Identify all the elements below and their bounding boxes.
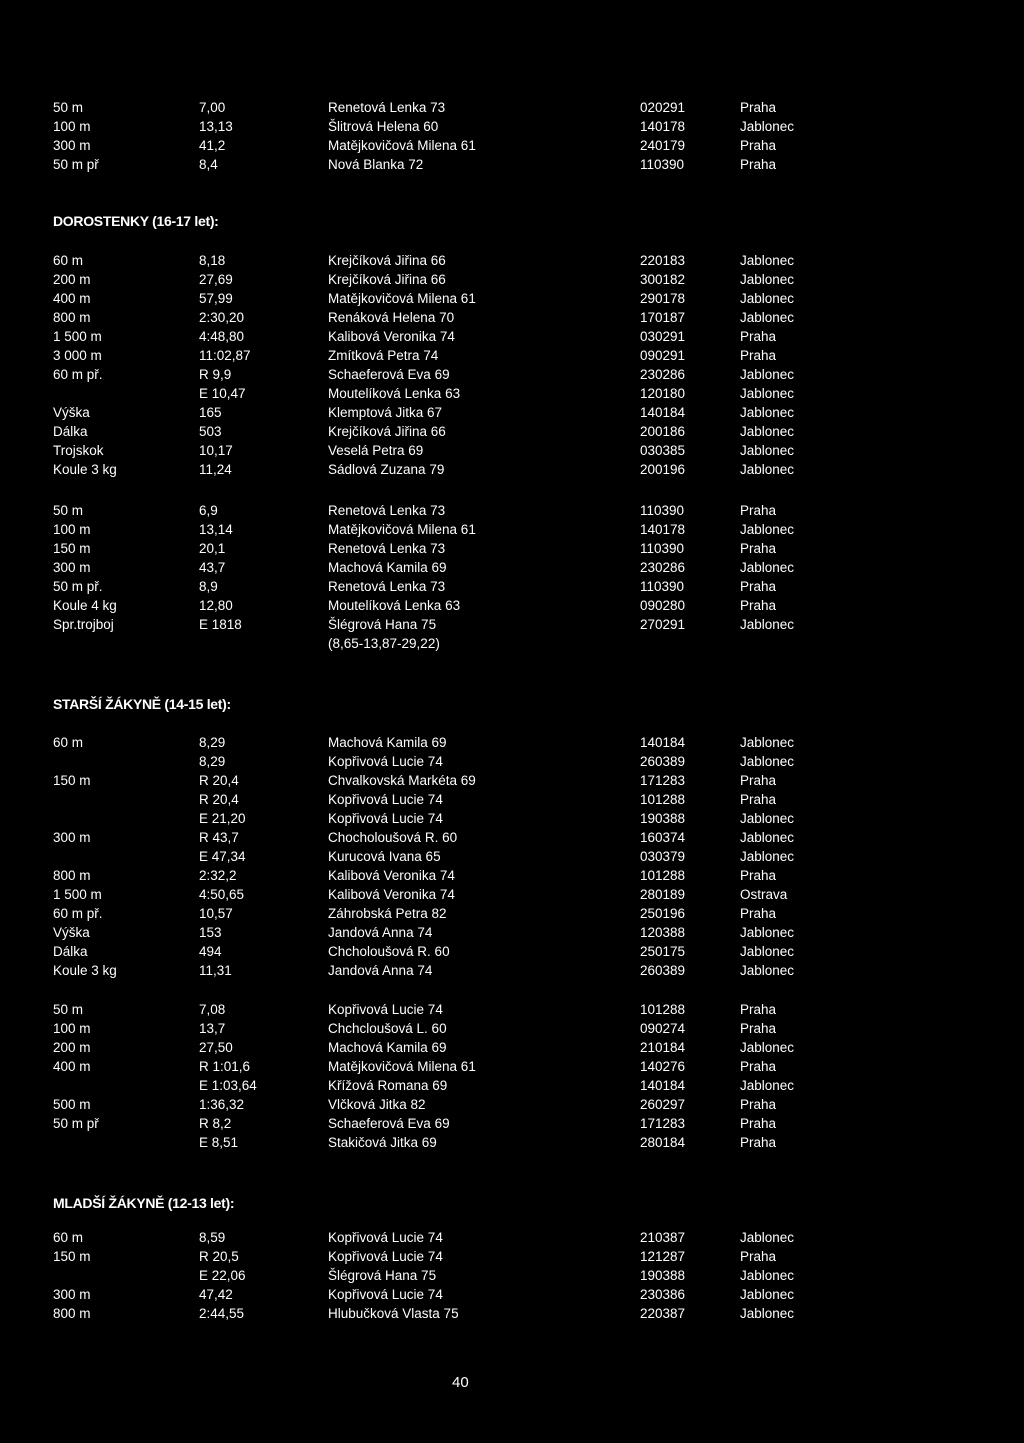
city-cell: Praha xyxy=(740,348,777,363)
date-cell: 140184 xyxy=(640,405,686,420)
table-row xyxy=(53,270,793,289)
result-cell: 8,29 xyxy=(199,754,226,769)
city-cell: Praha xyxy=(740,157,777,172)
discipline-cell: 50 m xyxy=(53,503,84,518)
result-cell: 153 xyxy=(199,925,222,940)
result-cell: R 20,4 xyxy=(199,792,239,807)
result-cell: 7,08 xyxy=(199,1002,226,1017)
discipline-cell: 300 m xyxy=(53,1287,91,1302)
date-cell: 090274 xyxy=(640,1021,686,1036)
discipline-cell: 50 m př. xyxy=(53,579,103,594)
table-row xyxy=(53,251,793,270)
athlete-cell: Zmítková Petra 74 xyxy=(328,348,439,363)
discipline-cell: 200 m xyxy=(53,272,91,287)
result-cell: 11:02,87 xyxy=(199,348,251,363)
city-cell: Jablonec xyxy=(740,617,795,632)
table-row xyxy=(53,771,793,790)
table-row xyxy=(53,615,793,634)
city-cell: Jablonec xyxy=(740,291,795,306)
date-cell: 260297 xyxy=(640,1097,686,1112)
city-cell: Jablonec xyxy=(740,253,795,268)
result-cell: R 43,7 xyxy=(199,830,239,845)
athlete-cell: Kopřivová Lucie 74 xyxy=(328,1287,443,1302)
date-cell: 101288 xyxy=(640,792,686,807)
city-cell: Praha xyxy=(740,1059,777,1074)
athlete-cell: Chvalkovská Markéta 69 xyxy=(328,773,476,788)
city-cell: Praha xyxy=(740,1116,777,1131)
city-cell: Jablonec xyxy=(740,811,795,826)
discipline-cell: 50 m xyxy=(53,1002,84,1017)
result-cell: 1:36,32 xyxy=(199,1097,245,1112)
date-cell: 090280 xyxy=(640,598,686,613)
table-row xyxy=(53,346,793,365)
date-cell: 030385 xyxy=(640,443,686,458)
discipline-cell: Výška xyxy=(53,925,90,940)
table-row xyxy=(53,923,793,942)
result-cell: 165 xyxy=(199,405,222,420)
athlete-cell: Krejčíková Jiřina 66 xyxy=(328,424,446,439)
athlete-cell: Matějkovičová Milena 61 xyxy=(328,1059,476,1074)
table-row xyxy=(53,904,793,923)
table-row xyxy=(53,1285,793,1304)
result-cell: 13,7 xyxy=(199,1021,226,1036)
date-cell: 260389 xyxy=(640,963,686,978)
date-cell: 171283 xyxy=(640,1116,686,1131)
records-block xyxy=(53,98,793,174)
result-cell: 41,2 xyxy=(199,138,226,153)
result-cell: 8,4 xyxy=(199,157,218,172)
discipline-cell: 300 m xyxy=(53,560,91,575)
city-cell: Jablonec xyxy=(740,1287,795,1302)
date-cell: 210387 xyxy=(640,1230,686,1245)
city-cell: Jablonec xyxy=(740,1230,795,1245)
records-block xyxy=(53,501,793,653)
athlete-cell: Chocholoušová R. 60 xyxy=(328,830,458,845)
table-row xyxy=(53,1228,793,1247)
result-cell: E 1818 xyxy=(199,617,242,632)
date-cell: 140184 xyxy=(640,1078,686,1093)
date-cell: 280184 xyxy=(640,1135,686,1150)
table-row xyxy=(53,790,793,809)
table-row xyxy=(53,403,793,422)
table-row xyxy=(53,558,793,577)
table-row xyxy=(53,441,793,460)
city-cell: Jablonec xyxy=(740,560,795,575)
athlete-cell: Kopřivová Lucie 74 xyxy=(328,1002,443,1017)
discipline-cell: 300 m xyxy=(53,830,91,845)
city-cell: Jablonec xyxy=(740,963,795,978)
date-cell: 190388 xyxy=(640,811,686,826)
result-cell: 12,80 xyxy=(199,598,233,613)
city-cell: Jablonec xyxy=(740,462,795,477)
athlete-cell: Chcholoušová R. 60 xyxy=(328,944,450,959)
city-cell: Ostrava xyxy=(740,887,788,902)
discipline-cell: 100 m xyxy=(53,1021,91,1036)
table-row xyxy=(53,460,793,479)
discipline-cell: 60 m př. xyxy=(53,367,103,382)
athlete-cell: Renetová Lenka 73 xyxy=(328,541,446,556)
city-cell: Praha xyxy=(740,1002,777,1017)
date-cell: 200186 xyxy=(640,424,686,439)
result-cell: R 8,2 xyxy=(199,1116,232,1131)
athlete-cell: Kopřivová Lucie 74 xyxy=(328,1249,443,1264)
date-cell: 270291 xyxy=(640,617,686,632)
date-cell: 140276 xyxy=(640,1059,686,1074)
discipline-cell: 150 m xyxy=(53,773,91,788)
table-row xyxy=(53,752,793,771)
date-cell: 220387 xyxy=(640,1306,686,1321)
result-cell: 7,00 xyxy=(199,100,226,115)
table-row xyxy=(53,1076,793,1095)
discipline-cell: 300 m xyxy=(53,138,91,153)
result-cell: R 1:01,6 xyxy=(199,1059,251,1074)
date-cell: 030379 xyxy=(640,849,686,864)
discipline-cell: Dálka xyxy=(53,944,88,959)
table-row xyxy=(53,866,793,885)
table-row xyxy=(53,308,793,327)
result-cell: 6,9 xyxy=(199,503,218,518)
athlete-cell: Krejčíková Jiřina 66 xyxy=(328,253,446,268)
table-row xyxy=(53,1000,793,1019)
athlete-cell: Renáková Helena 70 xyxy=(328,310,455,325)
discipline-cell: Výška xyxy=(53,405,90,420)
date-cell: 260389 xyxy=(640,754,686,769)
table-row xyxy=(53,847,793,866)
table-row xyxy=(53,1038,793,1057)
athlete-cell: Matějkovičová Milena 61 xyxy=(328,291,476,306)
discipline-cell: 60 m xyxy=(53,735,84,750)
city-cell: Jablonec xyxy=(740,310,795,325)
athlete-cell: Schaeferová Eva 69 xyxy=(328,367,450,382)
city-cell: Jablonec xyxy=(740,849,795,864)
city-cell: Praha xyxy=(740,868,777,883)
athlete-cell: Krejčíková Jiřina 66 xyxy=(328,272,446,287)
discipline-cell: 50 m př xyxy=(53,157,99,172)
table-row xyxy=(53,577,793,596)
city-cell: Praha xyxy=(740,503,777,518)
date-cell: 120180 xyxy=(640,386,686,401)
athlete-cell: Kurucová Ivana 65 xyxy=(328,849,441,864)
athlete-cell: Nová Blanka 72 xyxy=(328,157,424,172)
discipline-cell: 150 m xyxy=(53,541,91,556)
athlete-cell: Kalibová Veronika 74 xyxy=(328,887,455,902)
city-cell: Praha xyxy=(740,906,777,921)
athlete-cell: Šlégrová Hana 75 xyxy=(328,1268,437,1283)
city-cell: Praha xyxy=(740,773,777,788)
date-cell: 230286 xyxy=(640,367,686,382)
discipline-cell: 100 m xyxy=(53,119,91,134)
athlete-cell: Sádlová Zuzana 79 xyxy=(328,462,445,477)
table-row xyxy=(53,384,793,403)
athlete-cell: Šlitrová Helena 60 xyxy=(328,119,439,134)
date-cell: 101288 xyxy=(640,868,686,883)
table-row xyxy=(53,520,793,539)
athlete-cell: Kopřivová Lucie 74 xyxy=(328,811,443,826)
result-cell: R 20,5 xyxy=(199,1249,239,1264)
city-cell: Jablonec xyxy=(740,424,795,439)
city-cell: Jablonec xyxy=(740,925,795,940)
date-cell: 210184 xyxy=(640,1040,686,1055)
athlete-cell: Křížová Romana 69 xyxy=(328,1078,448,1093)
athlete-cell: Stakičová Jitka 69 xyxy=(328,1135,437,1150)
table-row xyxy=(53,596,793,615)
records-block xyxy=(53,1228,793,1323)
discipline-cell: 60 m př. xyxy=(53,906,103,921)
date-cell: 190388 xyxy=(640,1268,686,1283)
table-row xyxy=(53,422,793,441)
athlete-cell: Machová Kamila 69 xyxy=(328,735,447,750)
city-cell: Jablonec xyxy=(740,944,795,959)
city-cell: Jablonec xyxy=(740,386,795,401)
discipline-cell: 1 500 m xyxy=(53,329,102,344)
city-cell: Jablonec xyxy=(740,272,795,287)
date-cell: 140178 xyxy=(640,522,686,537)
result-cell: 27,69 xyxy=(199,272,233,287)
date-cell: 121287 xyxy=(640,1249,686,1264)
athlete-cell: Matějkovičová Milena 61 xyxy=(328,138,476,153)
date-cell: 140178 xyxy=(640,119,686,134)
records-block xyxy=(53,251,793,479)
athlete-cell: Veselá Petra 69 xyxy=(328,443,424,458)
city-cell: Praha xyxy=(740,579,777,594)
athlete-cell: Matějkovičová Milena 61 xyxy=(328,522,476,537)
city-cell: Praha xyxy=(740,1249,777,1264)
result-cell: E 8,51 xyxy=(199,1135,239,1150)
city-cell: Praha xyxy=(740,138,777,153)
city-cell: Jablonec xyxy=(740,367,795,382)
table-row xyxy=(53,501,793,520)
table-row xyxy=(53,365,793,384)
date-cell: 090291 xyxy=(640,348,686,363)
result-cell: 2:30,20 xyxy=(199,310,245,325)
athlete-cell: Chchcloušová L. 60 xyxy=(328,1021,447,1036)
result-cell: E 10,47 xyxy=(199,386,246,401)
date-cell: 290178 xyxy=(640,291,686,306)
result-cell: 27,50 xyxy=(199,1040,233,1055)
result-cell: 4:50,65 xyxy=(199,887,245,902)
date-cell: 110390 xyxy=(640,157,685,172)
table-row xyxy=(53,733,793,752)
discipline-cell: Koule 4 kg xyxy=(53,598,117,613)
result-cell: 8,59 xyxy=(199,1230,226,1245)
section-heading: STARŠÍ ŽÁKYNĚ (14-15 let): xyxy=(53,696,231,712)
date-cell: 030291 xyxy=(640,329,686,344)
table-row xyxy=(53,885,793,904)
date-cell: 170187 xyxy=(640,310,686,325)
table-row xyxy=(53,136,793,155)
result-cell: 47,42 xyxy=(199,1287,233,1302)
records-block xyxy=(53,1000,793,1152)
table-row xyxy=(53,1247,793,1266)
result-cell: 503 xyxy=(199,424,222,439)
table-row xyxy=(53,809,793,828)
discipline-cell: Trojskok xyxy=(53,443,104,458)
city-cell: Praha xyxy=(740,1135,777,1150)
athlete-cell: Kopřivová Lucie 74 xyxy=(328,792,443,807)
athlete-cell: Šlégrová Hana 75 xyxy=(328,617,437,632)
table-row xyxy=(53,942,793,961)
table-row xyxy=(53,539,793,558)
table-row xyxy=(53,1019,793,1038)
date-cell: 160374 xyxy=(640,830,686,845)
result-cell: 494 xyxy=(199,944,222,959)
athlete-cell: (8,65-13,87-29,22) xyxy=(328,636,440,651)
table-row xyxy=(53,1133,793,1152)
discipline-cell: 50 m xyxy=(53,100,84,115)
city-cell: Praha xyxy=(740,598,777,613)
city-cell: Jablonec xyxy=(740,1268,795,1283)
discipline-cell: 500 m xyxy=(53,1097,91,1112)
date-cell: 220183 xyxy=(640,253,686,268)
table-row xyxy=(53,117,793,136)
table-row xyxy=(53,1095,793,1114)
city-cell: Praha xyxy=(740,1021,777,1036)
discipline-cell: Dálka xyxy=(53,424,88,439)
table-row xyxy=(53,1114,793,1133)
discipline-cell: 50 m př xyxy=(53,1116,99,1131)
result-cell: 8,29 xyxy=(199,735,226,750)
discipline-cell: 200 m xyxy=(53,1040,91,1055)
city-cell: Praha xyxy=(740,1097,777,1112)
discipline-cell: Koule 3 kg xyxy=(53,462,117,477)
athlete-cell: Hlubučková Vlasta 75 xyxy=(328,1306,459,1321)
result-cell: 10,17 xyxy=(199,443,233,458)
result-cell: 8,18 xyxy=(199,253,226,268)
table-row xyxy=(53,155,793,174)
section-heading: MLADŠÍ ŽÁKYNĚ (12-13 let): xyxy=(53,1195,235,1211)
date-cell: 110390 xyxy=(640,579,685,594)
result-cell: 57,99 xyxy=(199,291,233,306)
date-cell: 140184 xyxy=(640,735,686,750)
result-cell: E 21,20 xyxy=(199,811,246,826)
discipline-cell: Koule 3 kg xyxy=(53,963,117,978)
city-cell: Jablonec xyxy=(740,1078,795,1093)
athlete-cell: Machová Kamila 69 xyxy=(328,560,447,575)
athlete-cell: Schaeferová Eva 69 xyxy=(328,1116,450,1131)
date-cell: 250196 xyxy=(640,906,686,921)
city-cell: Jablonec xyxy=(740,754,795,769)
date-cell: 110390 xyxy=(640,503,685,518)
discipline-cell: 60 m xyxy=(53,253,84,268)
discipline-cell: 100 m xyxy=(53,522,91,537)
athlete-cell: Kalibová Veronika 74 xyxy=(328,329,455,344)
result-cell: 11,24 xyxy=(199,462,232,477)
result-cell: 8,9 xyxy=(199,579,218,594)
table-row xyxy=(53,327,793,346)
city-cell: Praha xyxy=(740,541,777,556)
result-cell: E 47,34 xyxy=(199,849,246,864)
result-cell: 4:48,80 xyxy=(199,329,245,344)
athlete-cell: Vlčková Jitka 82 xyxy=(328,1097,426,1112)
date-cell: 230286 xyxy=(640,560,686,575)
discipline-cell: 400 m xyxy=(53,291,91,306)
discipline-cell: 800 m xyxy=(53,868,91,883)
date-cell: 120388 xyxy=(640,925,686,940)
athlete-cell: Moutelíková Lenka 63 xyxy=(328,598,461,613)
records-block xyxy=(53,733,793,980)
discipline-cell: Spr.trojboj xyxy=(53,617,114,632)
city-cell: Jablonec xyxy=(740,522,795,537)
city-cell: Jablonec xyxy=(740,1040,795,1055)
city-cell: Jablonec xyxy=(740,443,795,458)
athlete-cell: Jandová Anna 74 xyxy=(328,963,433,978)
result-cell: R 20,4 xyxy=(199,773,239,788)
result-cell: 13,14 xyxy=(199,522,233,537)
result-cell: 20,1 xyxy=(199,541,226,556)
city-cell: Jablonec xyxy=(740,830,795,845)
athlete-cell: Kalibová Veronika 74 xyxy=(328,868,455,883)
date-cell: 250175 xyxy=(640,944,686,959)
result-cell: 43,7 xyxy=(199,560,226,575)
discipline-cell: 400 m xyxy=(53,1059,91,1074)
table-row xyxy=(53,961,793,980)
result-cell: E 22,06 xyxy=(199,1268,246,1283)
athlete-cell: Klemptová Jitka 67 xyxy=(328,405,443,420)
result-cell: 2:32,2 xyxy=(199,868,237,883)
discipline-cell: 1 500 m xyxy=(53,887,102,902)
date-cell: 101288 xyxy=(640,1002,686,1017)
city-cell: Jablonec xyxy=(740,735,795,750)
athlete-cell: Renetová Lenka 73 xyxy=(328,579,446,594)
date-cell: 110390 xyxy=(640,541,685,556)
table-row xyxy=(53,1057,793,1076)
discipline-cell: 150 m xyxy=(53,1249,91,1264)
athlete-cell: Renetová Lenka 73 xyxy=(328,503,446,518)
table-row xyxy=(53,1304,793,1323)
date-cell: 200196 xyxy=(640,462,686,477)
date-cell: 171283 xyxy=(640,773,686,788)
athlete-cell: Záhrobská Petra 82 xyxy=(328,906,447,921)
table-row xyxy=(53,634,793,653)
city-cell: Praha xyxy=(740,329,777,344)
date-cell: 230386 xyxy=(640,1287,686,1302)
table-row xyxy=(53,1266,793,1285)
discipline-cell: 800 m xyxy=(53,310,91,325)
result-cell: E 1:03,64 xyxy=(199,1078,257,1093)
city-cell: Praha xyxy=(740,792,777,807)
table-row xyxy=(53,98,793,117)
result-cell: 2:44,55 xyxy=(199,1306,245,1321)
city-cell: Jablonec xyxy=(740,405,795,420)
result-cell: 13,13 xyxy=(199,119,233,134)
city-cell: Jablonec xyxy=(740,119,795,134)
result-cell: 11,31 xyxy=(199,963,232,978)
date-cell: 300182 xyxy=(640,272,686,287)
discipline-cell: 3 000 m xyxy=(53,348,102,363)
discipline-cell: 800 m xyxy=(53,1306,91,1321)
city-cell: Jablonec xyxy=(740,1306,795,1321)
result-cell: R 9,9 xyxy=(199,367,232,382)
athlete-cell: Kopřivová Lucie 74 xyxy=(328,1230,443,1245)
athlete-cell: Machová Kamila 69 xyxy=(328,1040,447,1055)
city-cell: Praha xyxy=(740,100,777,115)
page-number: 40 xyxy=(452,1374,469,1391)
athlete-cell: Jandová Anna 74 xyxy=(328,925,433,940)
table-row xyxy=(53,289,793,308)
date-cell: 240179 xyxy=(640,138,686,153)
athlete-cell: Renetová Lenka 73 xyxy=(328,100,446,115)
result-cell: 10,57 xyxy=(199,906,233,921)
athlete-cell: Moutelíková Lenka 63 xyxy=(328,386,461,401)
discipline-cell: 60 m xyxy=(53,1230,84,1245)
date-cell: 280189 xyxy=(640,887,686,902)
section-heading: DOROSTENKY (16-17 let): xyxy=(53,213,219,229)
date-cell: 020291 xyxy=(640,100,686,115)
athlete-cell: Kopřivová Lucie 74 xyxy=(328,754,443,769)
table-row xyxy=(53,828,793,847)
